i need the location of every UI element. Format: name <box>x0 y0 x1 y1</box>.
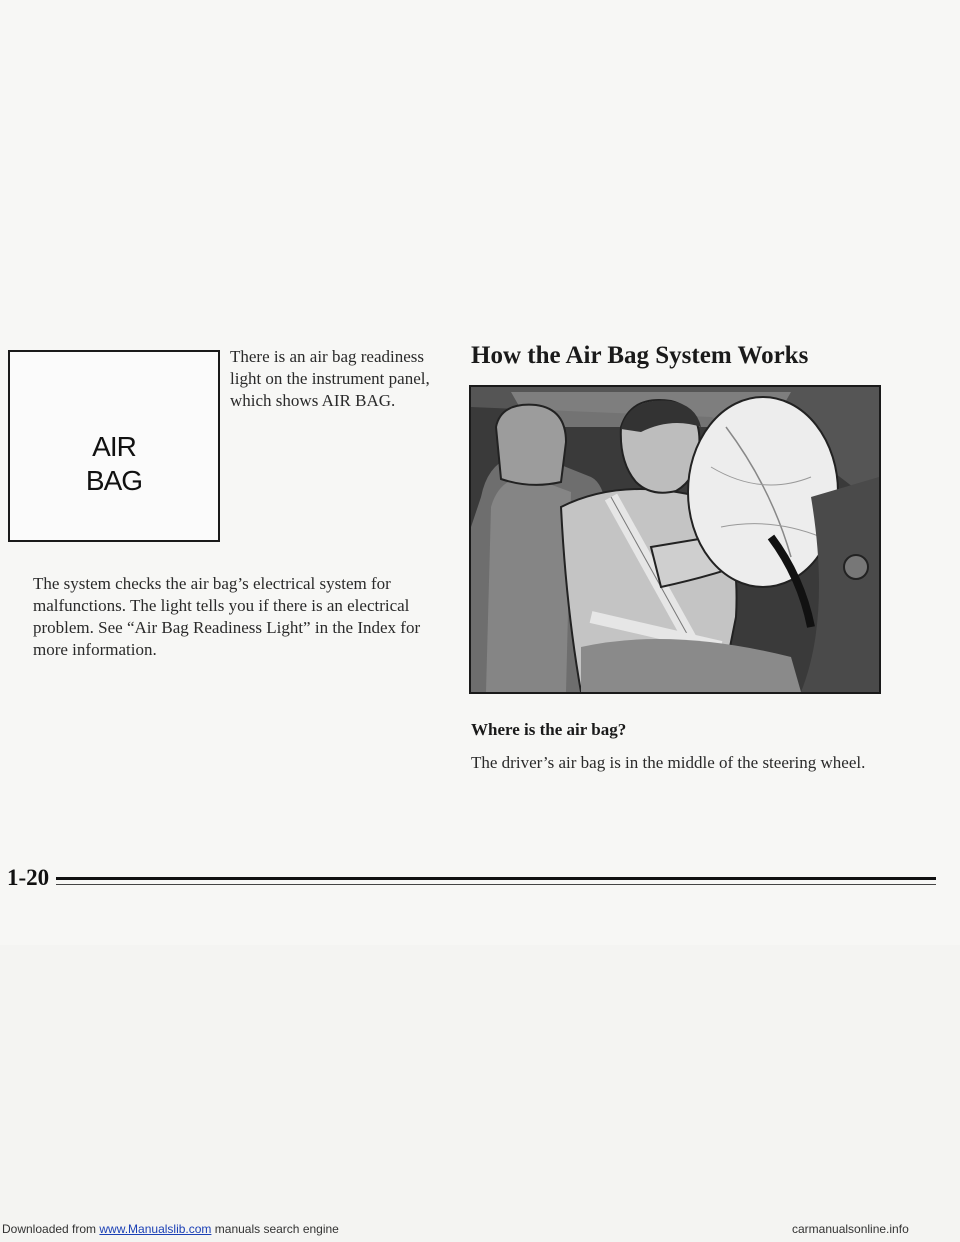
page-number: 1-20 <box>7 865 50 890</box>
readiness-paragraph: There is an air bag readiness light on the instrument panel, which shows AIR BAG. <box>230 347 430 410</box>
manualslib-link[interactable]: www.Manualslib.com <box>99 1222 212 1236</box>
footer-rule-thin <box>56 884 936 885</box>
system-check-paragraph: The system checks the air bag’s electrical system for malfunctions. The light tells you if there is an electrical problem. See “Air Bag Readiness Light” in the Index for more information. <box>33 574 421 659</box>
indicator-line-2: BAG <box>85 465 143 496</box>
footer-suffix: manuals search engine <box>211 1222 339 1236</box>
indicator-line-1: AIR <box>92 431 136 462</box>
section-heading: How the Air Bag System Works <box>471 342 809 369</box>
download-footer <box>2 1222 339 1236</box>
question-heading: Where is the air bag? <box>471 720 627 739</box>
indicator-label <box>10 430 218 498</box>
footer-prefix: Downloaded from <box>2 1222 100 1236</box>
footer-rule <box>56 877 936 880</box>
air-bag-indicator-icon <box>8 350 220 542</box>
watermark-text: carmanualsonline.info <box>792 1222 909 1236</box>
answer-paragraph: The driver’s air bag is in the middle of the steering wheel. <box>471 753 866 772</box>
air-bag-deployment-illustration <box>469 385 881 694</box>
